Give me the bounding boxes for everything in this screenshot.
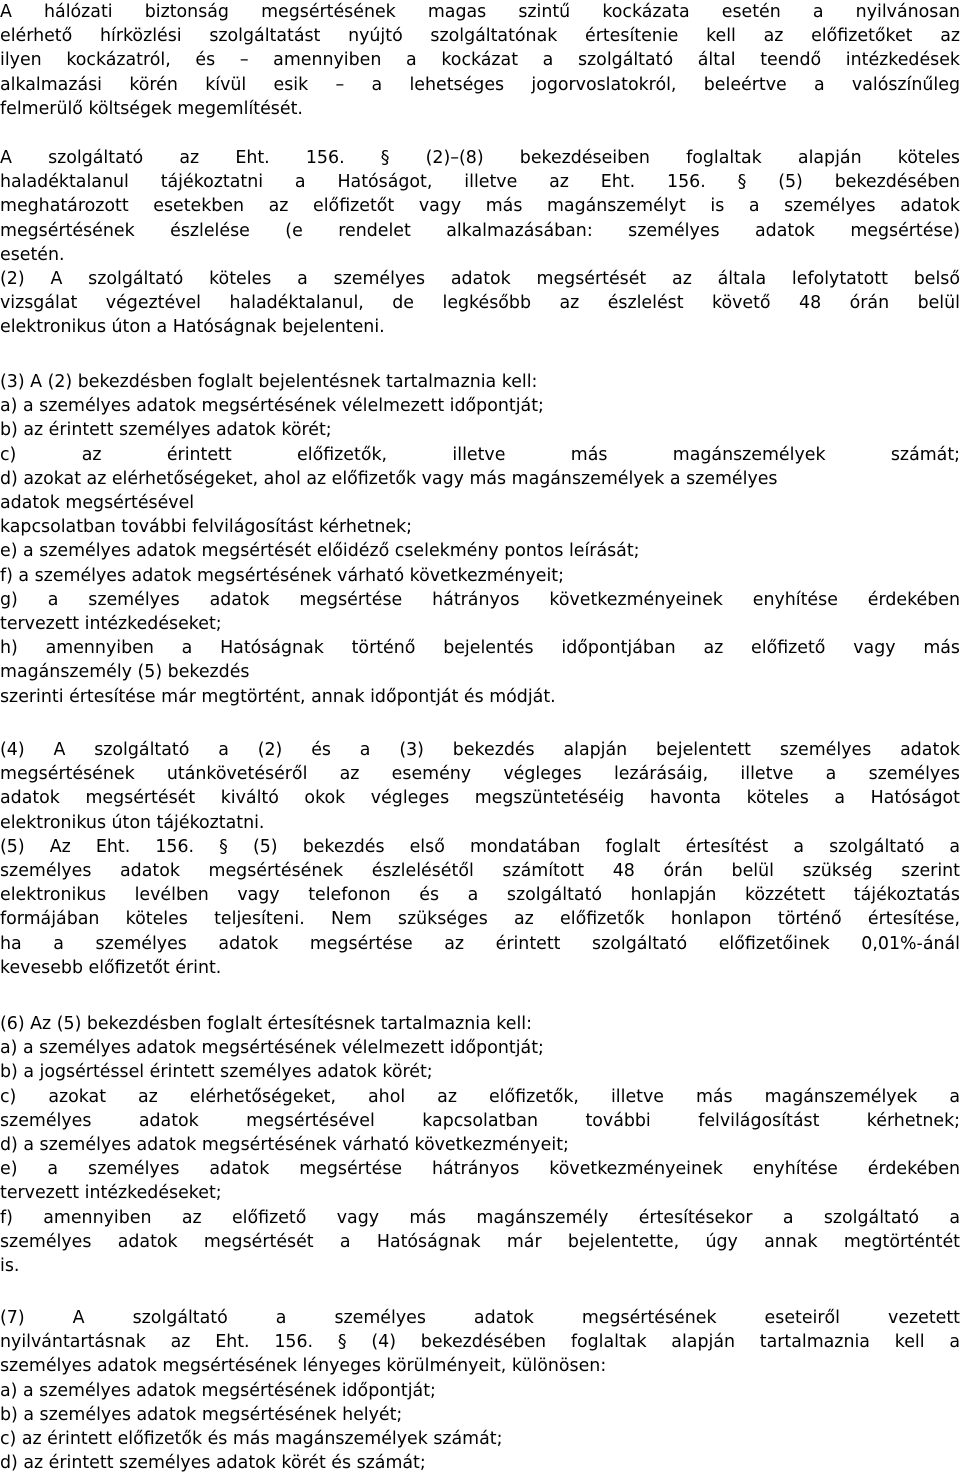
text-line: e) a személyes adatok megsértését előidéző cselekmény pontos leírását; (0, 541, 640, 562)
text-line: tervezett intézkedéseket; (0, 614, 222, 635)
paragraph-2 (0, 146, 960, 340)
text-line: elektronikus úton a Hatóságnak bejelenteni. (0, 317, 385, 338)
text-line: d) az érintett személyes adatok körét és számát; (0, 1453, 426, 1474)
text-line: f) amennyiben az előfizető vagy más magánszemély értesítésekor a szolgáltató a (0, 1207, 960, 1228)
text-line: személyes adatok megsértésének észlelésétől számított 48 órán belül szükség szerint (0, 861, 960, 882)
text-line: c) azokat az elérhetőségeket, ahol az előfizetők, illetve más magánszemélyek a (0, 1086, 960, 1107)
text-line: a) a személyes adatok megsértésének időpontját; (0, 1380, 436, 1401)
text-line: felmerülő költségek megemlítését. (0, 98, 303, 119)
text-line: b) a jogsértéssel érintett személyes adatok körét; (0, 1062, 433, 1083)
text-line: ha a személyes adatok megsértése az érintett szolgáltató előfizetőinek 0,01%-ánál (0, 933, 960, 954)
text-line: adatok megsértését kiváltó okok végleges megszüntetéséig havonta köteles a Hatóságot (0, 788, 960, 809)
text-line: b) a személyes adatok megsértésének helyét; (0, 1404, 403, 1425)
text-line: a) a személyes adatok megsértésének vélelmezett időpontját; (0, 1038, 544, 1059)
text-line: d) azokat az elérhetőségeket, ahol az előfizetők vagy más magánszemélyek a személyes (0, 468, 778, 489)
text-line: személyes adatok megsértésével kapcsolatban további felvilágosítást kérhetnek; (0, 1110, 960, 1131)
paragraph-4 (0, 738, 960, 980)
text-line: tervezett intézkedéseket; (0, 1183, 222, 1204)
text-line: személyes adatok megsértését a Hatóságnak már bejelentette, úgy annak megtörténtét (0, 1231, 960, 1252)
text-line: alkalmazási körén kívül esik – a lehetséges jogorvoslatokról, beleértve a valószínűleg (0, 74, 960, 95)
text-line: vizsgálat végeztével haladéktalanul, de legkésőbb az észlelést követő 48 órán belül (0, 293, 960, 314)
text-line: d) a személyes adatok megsértésének várható következményeit; (0, 1135, 569, 1156)
text-line: is. (0, 1256, 20, 1277)
text-line: formájában köteles teljesíteni. Nem szükséges az előfizetők honlapon történő értesítése, (0, 909, 960, 930)
text-line: kevesebb előfizetőt érint. (0, 957, 222, 978)
text-line: h) amennyiben a Hatóságnak történő bejelentés időpontjában az előfizető vagy más (0, 638, 960, 659)
paragraph-3 (0, 370, 960, 709)
text-line: esetén. (0, 244, 65, 265)
text-line: magánszemély (5) bekezdés (0, 662, 250, 683)
text-line: személyes adatok megsértésének lényeges körülményeit, különösen: (0, 1356, 607, 1377)
text-line: kapcsolatban további felvilágosítást kérhetnek; (0, 517, 413, 538)
text-line: c) az érintett előfizetők és más magánszemélyek számát; (0, 1429, 503, 1450)
text-line: elektronikus úton tájékoztatni. (0, 812, 265, 833)
text-line: elektronikus levélben vagy telefonon és a szolgáltató honlapján közzétett tájékoztatás (0, 885, 960, 906)
text-line: b) az érintett személyes adatok körét; (0, 420, 332, 441)
text-line: nyilvántartásnak az Eht. 156. § (4) bekezdésében foglaltak alapján tartalmaznia kell a (0, 1332, 960, 1353)
text-line: (2) A szolgáltató köteles a személyes adatok megsértését az általa lefolytatott belső (0, 269, 960, 290)
text-line: (3) A (2) bekezdésben foglalt bejelentésnek tartalmaznia kell: (0, 372, 538, 392)
text-line: (7) A szolgáltató a személyes adatok megsértésének eseteiről vezetett (0, 1308, 960, 1328)
text-line: elérhető hírközlési szolgáltatást nyújtó szolgáltatónak értesítenie kell az előfizetőket az (0, 26, 960, 47)
text-line: meghatározott esetekben az előfizetőt vagy más magánszemélyt is a személyes adatok (0, 196, 960, 217)
text-line: f) a személyes adatok megsértésének várható következményeit; (0, 565, 564, 586)
text-line: e) a személyes adatok megsértése hátrányos következményeinek enyhítése érdekében (0, 1159, 960, 1180)
text-line: c) az érintett előfizetők, illetve más magánszemélyek számát; (0, 444, 960, 465)
text-line: (5) Az Eht. 156. § (5) bekezdés első mondatában foglalt értesítést a szolgáltató a (0, 836, 960, 857)
paragraph-1 (0, 0, 960, 121)
text-line: megsértésének észlelése (e rendelet alkalmazásában: személyes adatok megsértése) (0, 220, 960, 241)
text-line: g) a személyes adatok megsértése hátrányos következményeinek enyhítése érdekében (0, 589, 960, 610)
text-line: szerinti értesítése már megtörtént, annak időpontját és módját. (0, 686, 556, 707)
text-line: haladéktalanul tájékoztatni a Hatóságot, illetve az Eht. 156. § (5) bekezdésében (0, 172, 960, 193)
text-line: (6) Az (5) bekezdésben foglalt értesítésnek tartalmaznia kell: (0, 1014, 532, 1034)
text-line: (4) A szolgáltató a (2) és a (3) bekezdés alapján bejelentett személyes adatok (0, 740, 960, 760)
paragraph-6 (0, 1306, 960, 1475)
text-line: adatok megsértésével (0, 493, 195, 514)
text-line: a) a személyes adatok megsértésének vélelmezett időpontját; (0, 396, 544, 417)
text-line: A szolgáltató az Eht. 156. § (2)–(8) bekezdéseiben foglaltak alapján köteles (0, 148, 960, 168)
text-line: ilyen kockázatról, és – amennyiben a kockázat a szolgáltató által teendő intézkedések (0, 50, 960, 71)
text-line: megsértésének utánkövetéséről az esemény végleges lezárásáig, illetve a személyes (0, 764, 960, 785)
paragraph-5 (0, 1012, 960, 1278)
text-line: A hálózati biztonság megsértésének magas szintű kockázata esetén a nyilvánosan (0, 2, 960, 22)
